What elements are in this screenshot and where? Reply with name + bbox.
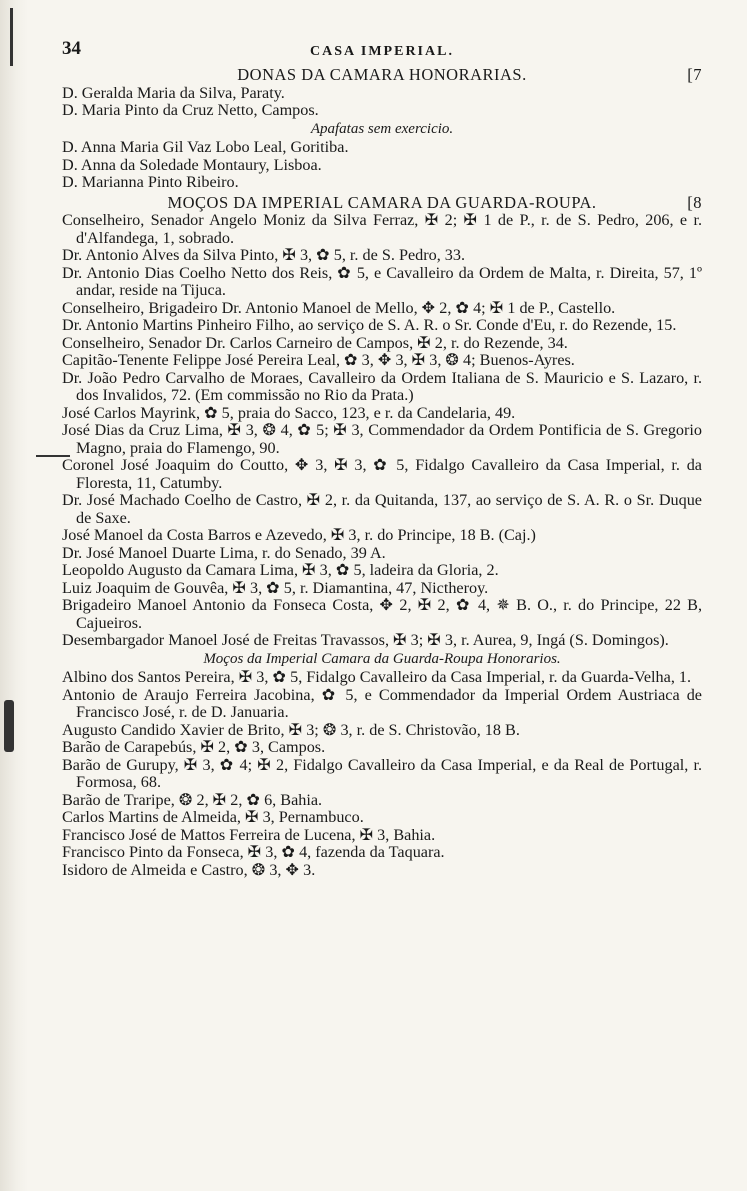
section-subtitle: Moços da Imperial Camara da Guarda-Roupa Honorarios. xyxy=(203,650,561,667)
running-head: CASA IMPERIAL. xyxy=(310,44,454,59)
binding-mark xyxy=(10,8,13,66)
list-item: José Manoel da Costa Barros e Azevedo, ✠ 3, r. do Principe, 18 B. (Caj.) xyxy=(62,526,536,544)
section-title: MOÇOS DA IMPERIAL CAMARA DA GUARDA-ROUPA. [8 xyxy=(167,192,702,212)
list-item: Leopoldo Augusto da Camara Lima, ✠ 3, ✿ 5, ladeira da Gloria, 2. xyxy=(62,561,499,579)
section-title: DONAS DA CAMARA HONORARIAS. [7 xyxy=(237,65,702,84)
list-item: Dr. Antonio Alves da Silva Pinto, ✠ 3, ✿ 5, r. de S. Pedro, 33. xyxy=(62,246,466,264)
list-item: Coronel José Joaquim do Coutto, ✥ 3, ✠ 3, ✿ 5, Fidalgo Cavalleiro da Casa Imperial, r. da Floresta, 11, Catumby. xyxy=(62,456,702,492)
list-item: Carlos Martins de Almeida, ✠ 3, Pernambuco. xyxy=(62,808,364,826)
list-item: Dr. José Machado Coelho de Castro, ✠ 2, r. da Quitanda, 137, ao serviço de S. A. R. o Sr. Duque de Saxe. xyxy=(62,491,702,527)
document-page xyxy=(62,40,702,879)
binding-mark xyxy=(4,700,14,752)
list-item: Conselheiro, Senador Angelo Moniz da Silva Ferraz, ✠ 2; ✠ 1 de P., r. de S. Pedro, 206, e r. d'Alfandega, 1, sobrado. xyxy=(62,211,702,247)
list-item: D. Maria Pinto da Cruz Netto, Campos. xyxy=(62,101,319,119)
list-item: D. Anna Maria Gil Vaz Lobo Leal, Goritiba. xyxy=(62,138,349,156)
list-item: Antonio de Araujo Ferreira Jacobina, ✿ 5, e Commendador da Imperial Ordem Austriaca de Francisco José, r. de D. Januaria. xyxy=(62,685,702,721)
list-item: Dr. Antonio Dias Coelho Netto dos Reis, ✿ 5, e Cavalleiro da Ordem de Malta, r. Direita, 57, 1º andar, reside na Tijuca. xyxy=(62,263,702,299)
section-count: [8 xyxy=(687,192,702,212)
list-item: Barão de Traripe, ❂ 2, ✠ 2, ✿ 6, Bahia. xyxy=(62,790,323,809)
list-item: Dr. José Manoel Duarte Lima, r. do Senado, 39 A. xyxy=(62,543,386,562)
list-item: Capitão-Tenente Felippe José Pereira Leal, ✿ 3, ✥ 3, ✠ 3, ❂ 4; Buenos-Ayres. xyxy=(62,351,575,369)
list-item: D. Geralda Maria da Silva, Paraty. xyxy=(62,83,285,102)
list-item: Albino dos Santos Pereira, ✠ 3, ✿ 5, Fidalgo Cavalleiro da Casa Imperial, r. da Guarda-Velha, 1. xyxy=(62,668,692,686)
list-item: José Dias da Cruz Lima, ✠ 3, ❂ 4, ✿ 5; ✠ 3, Commendador da Ordem Pontificia de S. Gregorio Magno, praia do Flamengo, 90. xyxy=(62,421,702,457)
page-binding-edge xyxy=(0,0,28,1191)
list-item: Brigadeiro Manoel Antonio da Fonseca Costa, ✥ 2, ✠ 2, ✿ 4, ✵ B. O., r. do Principe, 22 B, Cajueiros. xyxy=(62,596,702,632)
list-item: Dr. Antonio Martins Pinheiro Filho, ao serviço de S. A. R. o Sr. Conde d'Eu, r. do Rezende, 15. xyxy=(62,316,677,334)
list-item: Francisco Pinto da Fonseca, ✠ 3, ✿ 4, fazenda da Taquara. xyxy=(62,843,445,861)
list-item: José Carlos Mayrink, ✿ 5, praia do Sacco, 123, e r. da Candelaria, 49. xyxy=(62,403,516,422)
list-item: Conselheiro, Brigadeiro Dr. Antonio Manoel de Mello, ✥ 2, ✿ 4; ✠ 1 de P., Castello. xyxy=(62,298,616,317)
list-item: D. Marianna Pinto Ribeiro. xyxy=(62,173,239,191)
page-header xyxy=(62,40,702,64)
list-item: Francisco José de Mattos Ferreira de Lucena, ✠ 3, Bahia. xyxy=(62,825,436,844)
page-number: 34 xyxy=(62,38,81,59)
list-item: Augusto Candido Xavier de Brito, ✠ 3; ❂ 3, r. de S. Christovão, 18 B. xyxy=(62,720,520,739)
list-item: Luiz Joaquim de Gouvêa, ✠ 3, ✿ 5, r. Diamantina, 47, Nictheroy. xyxy=(62,578,489,597)
section-count: [7 xyxy=(687,65,702,84)
list-item: Barão de Carapebús, ✠ 2, ✿ 3, Campos. xyxy=(62,738,326,756)
list-item: Conselheiro, Senador Dr. Carlos Carneiro de Campos, ✠ 2, r. do Rezende, 34. xyxy=(62,333,568,352)
section-subtitle: Apafatas sem exercicio. xyxy=(310,120,454,137)
list-item: Barão de Gurupy, ✠ 3, ✿ 4; ✠ 2, Fidalgo Cavalleiro da Casa Imperial, e da Real de Portugal, r. Formosa, 68. xyxy=(62,755,702,791)
list-item: Isidoro de Almeida e Castro, ❂ 3, ✥ 3. xyxy=(62,860,316,879)
list-item: Desembargador Manoel José de Freitas Travassos, ✠ 3; ✠ 3, r. Aurea, 9, Ingá (S. Domingos). xyxy=(62,631,669,649)
list-item: Dr. João Pedro Carvalho de Moraes, Cavalleiro da Ordem Italiana de S. Mauricio e S. Lazaro, r. dos Invalidos, 72. (Em commissão no Rio da Prata.) xyxy=(62,368,702,404)
list-item: D. Anna da Soledade Montaury, Lisboa. xyxy=(62,155,322,174)
